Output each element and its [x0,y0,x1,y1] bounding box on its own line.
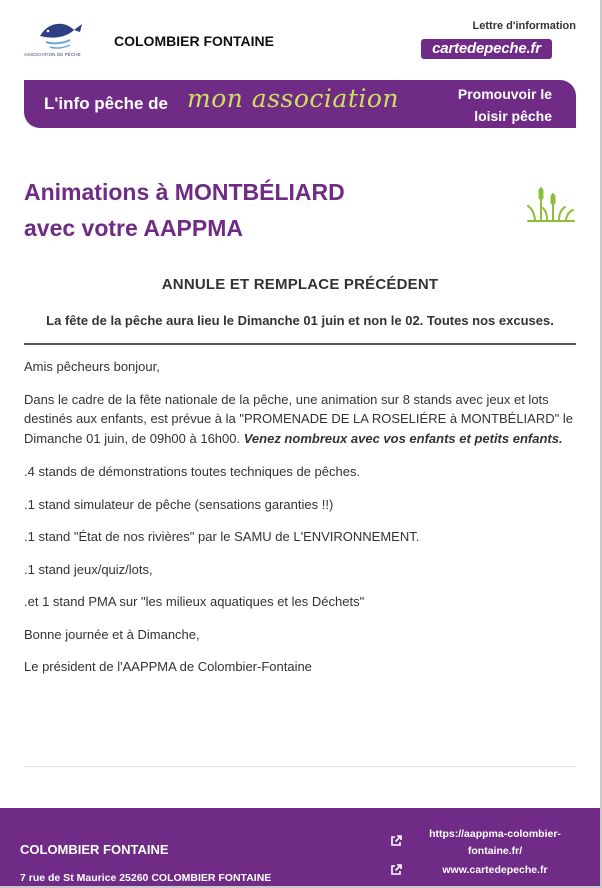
list-item: .1 stand jeux/quiz/lots, [24,561,153,577]
list-item: .1 stand "État de nos rivières" par le SAMU de L'ENVIRONNEMENT. [24,529,420,544]
banner-lead: L'info pêche de [44,94,168,113]
footer-address: 7 rue de St Maurice 25260 COLOMBIER FONTAINE [20,872,272,884]
header-banner [24,80,576,128]
logo-caption: ASSOCIATION DE PÊCHE [24,52,81,57]
fish-logo-icon [26,14,88,54]
website-link-line2: fontaine.fr/ [467,845,523,857]
list-item: .et 1 stand PMA sur "les milieux aquatiques et les Déchets" [24,594,365,609]
website-link[interactable] [410,826,580,860]
newsletter-label: Lettre d'information [472,20,576,32]
external-link-icon [389,863,403,877]
list-item: .1 stand simulateur de pêche (sensations garanties !!) [24,496,334,512]
subheading: ANNULE ET REMPLACE PRÉCÉDENT [161,276,439,293]
divider [24,343,576,345]
reeds-icon [526,180,576,224]
banner-tagline [432,83,552,127]
message-body [24,357,584,690]
page-title-line2: avec votre AAPPMA [24,215,244,241]
footer [0,808,600,886]
footer-divider [24,766,576,767]
footer-association-name: COLOMBIER FONTAINE [20,842,169,857]
page-title-line1: Animations à MONTBÉLIARD [24,179,345,205]
intro-emphasis: Venez nombreux avec vos enfants et petits enfants. [243,430,563,446]
intro-paragraph [24,390,584,449]
notice-text: La fête de la pêche aura lieu le Dimanche 01 juin et non le 02. Toutes nos excuses. [46,313,554,328]
signature: Le président de l'AAPPMA de Colombier-Fontaine [24,659,312,674]
banner-tagline-line2: loisir pêche [474,108,552,124]
banner-tagline-line1: Promouvoir le [457,86,552,102]
banner-script: mon association [187,84,400,113]
intro-text: Dans le cadre de la fête nationale de la pêche, une animation sur 8 stands avec jeux et lots destinés aux enfants, est prévue à la "PROMENADE DE LA ROSELIÉRE à MONTBÉLIARD" le Dimanche 01 juin, de 09h00 à 16h00. [24,391,573,446]
greeting: Amis pêcheurs bonjour, [24,359,160,374]
external-link-icon [389,834,403,848]
list-item: .4 stands de démonstrations toutes techniques de pêches. [24,464,361,479]
cartedepeche-link[interactable]: www.cartedepeche.fr [442,864,548,876]
association-name: COLOMBIER FONTAINE [114,33,274,49]
closing: Bonne journée et à Dimanche, [24,626,200,642]
website-link-line1: https://aappma-colombier- [429,828,561,840]
cartedepeche-brand-link[interactable]: cartedepeche.fr [421,39,552,59]
page-title [24,174,484,246]
